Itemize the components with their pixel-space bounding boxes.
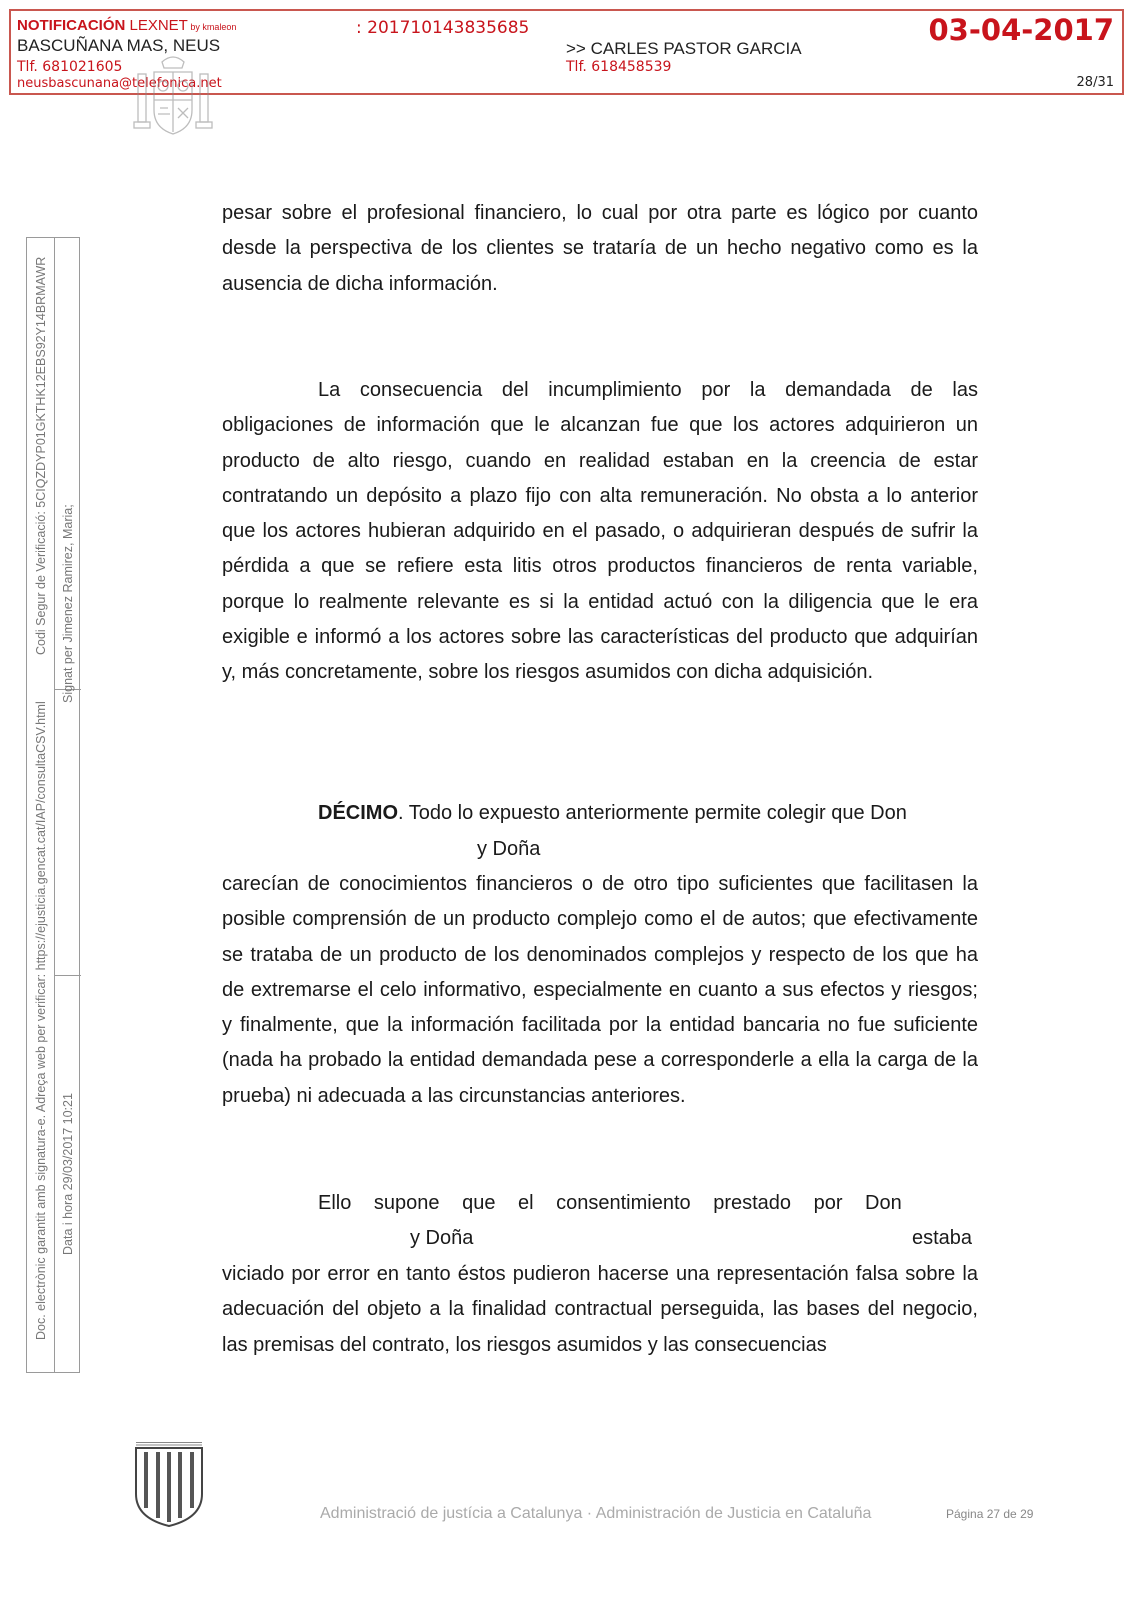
notification-id: : 201710143835685	[356, 18, 530, 38]
decimo-intro: . Todo lo expuesto anteriormente permite colegir que Don	[398, 802, 907, 824]
verification-url[interactable]: Doc. electrònic garantit amb signatura-e. Adreça web per verificar: https://ejusticia.gencat.cat/IAP/consultaCSV.html	[34, 701, 48, 1340]
notification-date: 03-04-2017	[928, 13, 1114, 47]
brand-notificacion: NOTIFICACIÓN	[17, 17, 126, 34]
ello-y-dona: y Doña	[410, 1227, 474, 1249]
brand-lexnet: LEXNET	[125, 17, 188, 34]
spain-coat-of-arms-icon	[132, 52, 214, 142]
signed-by: Signat per Jimenez Ramirez, Maria;	[61, 504, 75, 703]
decimo-heading: DÉCIMO	[318, 802, 398, 824]
decimo-text	[318, 796, 907, 831]
footer-administration: Administració de justícia a Catalunya · Administración de Justicia en Cataluña	[320, 1505, 872, 1522]
recipient-phone: Tlf. 618458539	[566, 59, 672, 75]
page-count: 28/31	[1076, 75, 1114, 90]
lexnet-brand	[17, 17, 236, 34]
ello-estaba: estaba	[912, 1227, 973, 1249]
verification-code: Codi Segur de Verificació: 5CIQZDYP01GKTHK12EBS92Y14BRMAWR	[34, 256, 48, 655]
decimo-y-dona: y Doña	[477, 838, 541, 860]
recipient-name: >> CARLES PASTOR GARCIA	[566, 39, 802, 58]
brand-by: by kmaleon	[187, 22, 237, 32]
catalonia-justice-logo-icon	[132, 1442, 206, 1528]
strip-separator	[54, 975, 81, 976]
sender-name: BASCUÑANA MAS, NEUS	[17, 36, 221, 55]
paragraph-1: pesar sobre el profesional financiero, lo cual por otra parte es lógico por cuanto desde la perspectiva de los clientes se trataría de un hecho negativo como es la ausencia de dicha información.	[222, 202, 978, 295]
paragraph-decimo: carecían de conocimientos financieros o de otro tipo suficientes que facilitasen la posible comprensión de un producto complejo como el de autos; que efectivamente se trataba de un producto de los denominados complejos y respecto de los que ha de extremarse el celo informativo, especialmente en cuanto a sus efectos y riesgos; y finalmente, que la información facilitada por la entidad bancaria no fue suficiente (nada ha probado la entidad demandada pese a corresponderle a ella la carga de la prueba) ni adecuada a las circunstancias anteriores.	[222, 873, 978, 1107]
sender-email[interactable]: neusbascunana@telefonica.net	[17, 76, 222, 91]
signature-datetime: Data i hora 29/03/2017 10:21	[61, 1093, 75, 1255]
paragraph-2: La consecuencia del incumplimiento por la demandada de las obligaciones de información que le alcanzan fue que los actores adquirieron un producto de alto riesgo, cuando en realidad estaban en la creencia de estar contratando un depósito a plazo fijo con alta remuneración. No obsta a lo anterior que los actores hubieran adquirido en el pasado, o adquirieran después de sufrir la pérdida a que se refiere esta litis otros productos financieros de renta variable, porque lo realmente relevante es si la entidad actuó con la diligencia que le era exigible e informó a los actores sobre las características del producto que adquirían y, más concretamente, sobre los riesgos asumidos con dicha adquisición.	[222, 379, 978, 684]
footer-page-number: Página 27 de 29	[946, 1507, 1034, 1521]
sender-phone: Tlf. 681021605	[17, 59, 123, 75]
decimo-first-line	[318, 796, 978, 831]
ello-first-line: Ello supone que el consentimiento prestado por Don	[318, 1192, 902, 1214]
paragraph-ello: viciado por error en tanto éstos pudieron hacerse una representación falsa sobre la adecuación del objeto a la finalidad contractual perseguida, las bases del negocio, las premisas del contrato, los riesgos asumidos y las consecuencias	[222, 1263, 978, 1356]
